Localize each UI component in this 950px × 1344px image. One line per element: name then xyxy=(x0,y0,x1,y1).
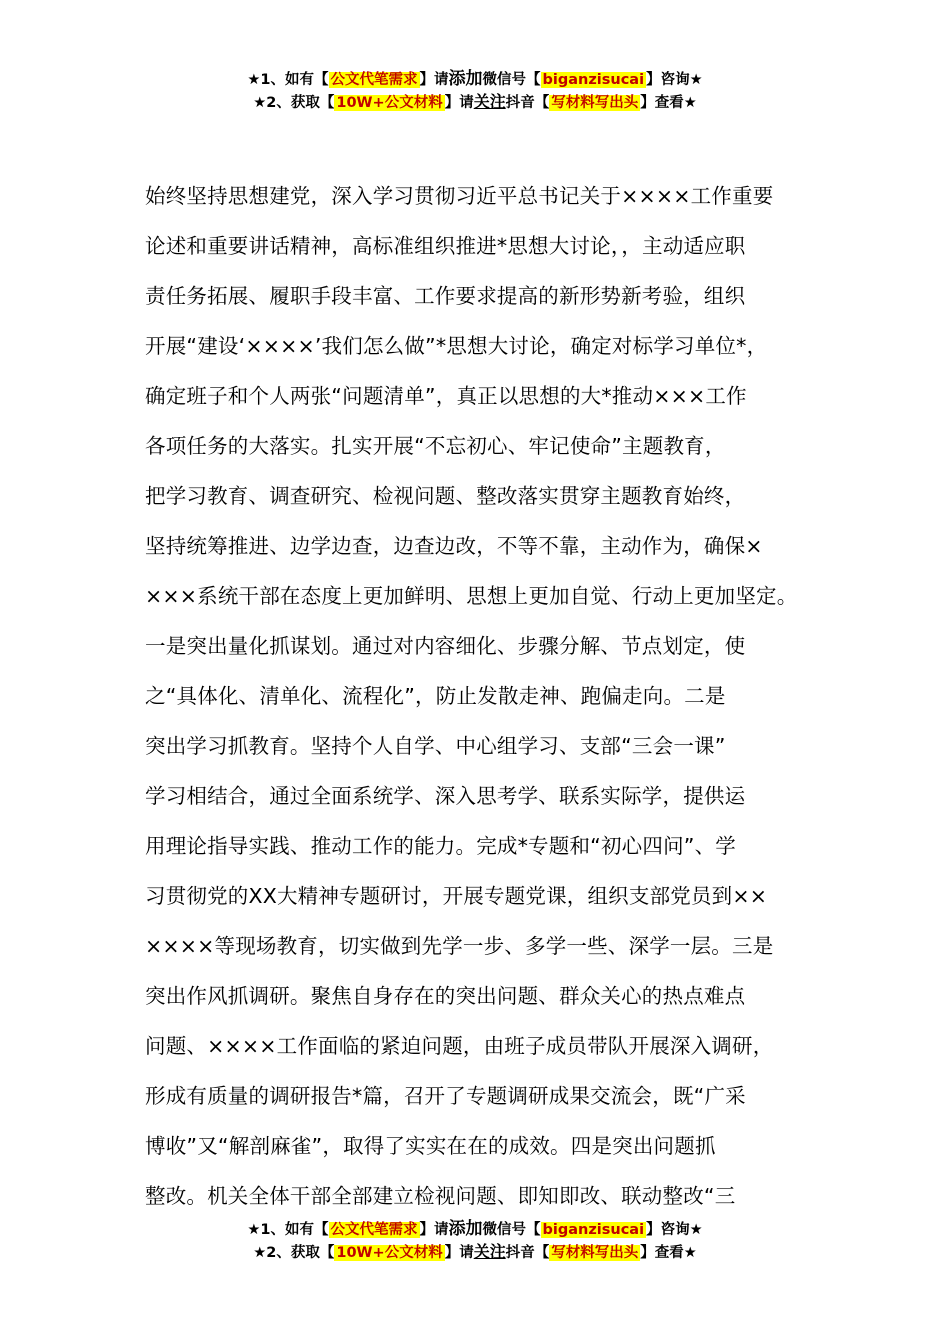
highlight-wechat-id: biganzisucai xyxy=(542,72,645,88)
body-line: 开展“建设‘××××’我们怎么做”*思想大讨论，确定对标学习单位*， xyxy=(145,334,768,358)
body-line: 论述和重要讲话精神，高标准组织推进*思想大讨论，，主动适应职 xyxy=(145,234,746,258)
highlight-douyin-account: 写材料写出头 xyxy=(551,1245,639,1261)
document-body xyxy=(145,176,815,1226)
body-line: 确定班子和个人两张“问题清单”，真正以思想的大*推动×××工作 xyxy=(145,384,747,408)
body-line: 学习相结合，通过全面系统学、深入思考学、联系实际学，提供运 xyxy=(145,784,746,808)
body-line: 坚持统筹推进、边学边查，边查边改，不等不靠，主动作为，确保× xyxy=(145,534,763,558)
header-line-2: ★2、获取【 10W+公文材料 】请关注抖音【 写材料写出头 】查看★ xyxy=(253,92,697,111)
body-line: 之“具体化、清单化、流程化”，防止发散走神、跑偏走向。二是 xyxy=(145,684,726,708)
body-line: 各项任务的大落实。扎实开展“不忘初心、牢记使命”主题教育， xyxy=(145,434,726,458)
body-line: 习贯彻党的XX大精神专题研讨，开展专题党课，组织支部党员到×× xyxy=(145,884,768,908)
body-line: 用理论指导实践、推动工作的能力。完成*专题和“初心四问”、学 xyxy=(145,834,736,858)
footer-line-2: ★2、获取【 10W+公文材料 】请关注抖音【 写材料写出头 】查看★ xyxy=(253,1242,697,1261)
body-line: 突出作风抓调研。聚焦自身存在的突出问题、群众关心的热点难点 xyxy=(145,984,746,1008)
body-line: 突出学习抓教育。坚持个人自学、中心组学习、支部“三会一课” xyxy=(145,734,726,758)
highlight-service: 公文代笔需求 xyxy=(330,1222,418,1238)
body-line: 问题、××××工作面临的紧迫问题，由班子成员带队开展深入调研， xyxy=(145,1034,774,1058)
body-line: 一是突出量化抓谋划。通过对内容细化、步骤分解、节点划定，使 xyxy=(145,634,746,658)
body-line: ××××等现场教育，切实做到先学一步、多学一些、深学一层。三是 xyxy=(145,934,774,958)
footer-banner xyxy=(0,1218,950,1264)
highlight-douyin-account: 写材料写出头 xyxy=(551,95,639,111)
highlight-materials: 10W+公文材料 xyxy=(336,1245,443,1261)
highlight-service: 公文代笔需求 xyxy=(330,72,418,88)
header-banner xyxy=(0,68,950,114)
body-line: 把学习教育、调查研究、检视问题、整改落实贯穿主题教育始终， xyxy=(145,484,746,508)
header-line-1: ★1、如有【 公文代笔需求 】请添加微信号【 biganzisucai 】咨询★ xyxy=(247,69,703,89)
footer-line-1: ★1、如有【 公文代笔需求 】请添加微信号【 biganzisucai 】咨询★ xyxy=(247,1219,703,1239)
body-line: 整改。机关全体干部全部建立检视问题、即知即改、联动整改“三 xyxy=(145,1184,736,1208)
body-line: 始终坚持思想建党，深入学习贯彻习近平总书记关于××××工作重要 xyxy=(145,184,774,208)
highlight-wechat-id: biganzisucai xyxy=(542,1222,645,1238)
body-line: 博收”又“解剖麻雀”，取得了实实在在的成效。四是突出问题抓 xyxy=(145,1134,716,1158)
highlight-materials: 10W+公文材料 xyxy=(336,95,443,111)
body-line: 形成有质量的调研报告*篇，召开了专题调研成果交流会，既“广采 xyxy=(145,1084,746,1108)
body-line: ×××系统干部在态度上更加鲜明、思想上更加自觉、行动上更加坚定。 xyxy=(145,584,798,608)
body-line: 责任务拓展、履职手段丰富、工作要求提高的新形势新考验，组织 xyxy=(145,284,746,308)
